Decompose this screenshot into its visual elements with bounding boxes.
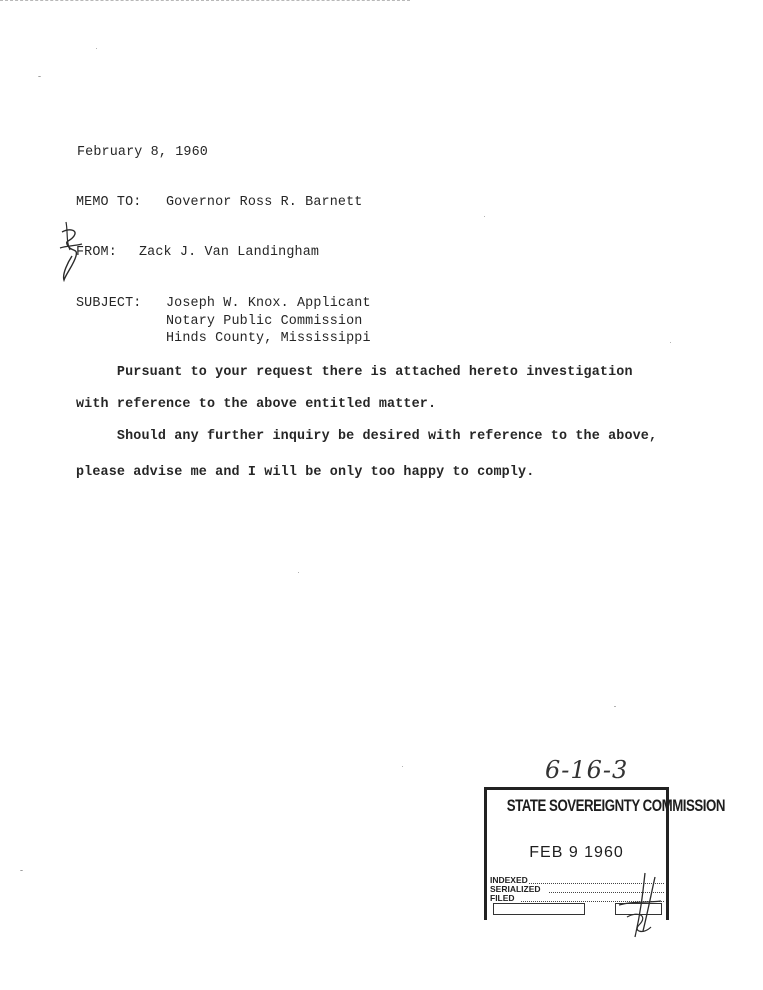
stamp-serialized-label: SERIALIZED xyxy=(490,884,541,894)
memo-body-line-1: Pursuant to your request there is attached hereto investigation xyxy=(76,365,633,380)
stamp-filed-label: FILED xyxy=(490,893,515,903)
memo-to-label: MEMO TO: xyxy=(76,195,142,210)
memo-to-value: Governor Ross R. Barnett xyxy=(166,195,363,210)
memo-body-line-4: please advise me and I will be only too happy to comply. xyxy=(76,465,535,480)
stamp-top-border xyxy=(487,787,666,790)
handwritten-initials-signature xyxy=(56,218,86,282)
scan-speck xyxy=(38,76,41,77)
stamp-indexed-label: INDEXED xyxy=(490,875,528,885)
scan-speck xyxy=(670,342,671,343)
memo-body-line-2: with reference to the above entitled matter. xyxy=(76,397,437,412)
top-perforation xyxy=(0,0,410,1)
scan-speck xyxy=(402,766,403,767)
handwritten-file-number: 6-16-3 xyxy=(545,756,629,784)
scan-speck xyxy=(20,870,23,871)
stamp-date: FEB 9 1960 xyxy=(529,844,624,861)
scan-speck xyxy=(298,572,299,573)
scan-speck xyxy=(614,706,616,707)
memo-subject-line-3: Hinds County, Mississippi xyxy=(166,331,371,346)
memo-from-label: FROM: xyxy=(76,245,117,260)
memo-subject-line-2: Notary Public Commission xyxy=(166,314,363,329)
sovereignty-commission-stamp xyxy=(484,787,725,920)
stamp-filed-box-left xyxy=(493,903,585,915)
stamp-handwritten-mark xyxy=(615,871,665,941)
memo-subject-label: SUBJECT: xyxy=(76,296,142,311)
memo-from-value: Zack J. Van Landingham xyxy=(139,245,320,260)
scan-speck xyxy=(484,216,485,217)
stamp-title: STATE SOVEREIGNTY COMMISSION xyxy=(506,796,725,815)
scan-speck xyxy=(96,48,97,49)
memo-subject-line-1: Joseph W. Knox. Applicant xyxy=(166,296,371,311)
memo-date: February 8, 1960 xyxy=(77,145,208,160)
memo-body-line-3: Should any further inquiry be desired with reference to the above, xyxy=(76,429,658,444)
